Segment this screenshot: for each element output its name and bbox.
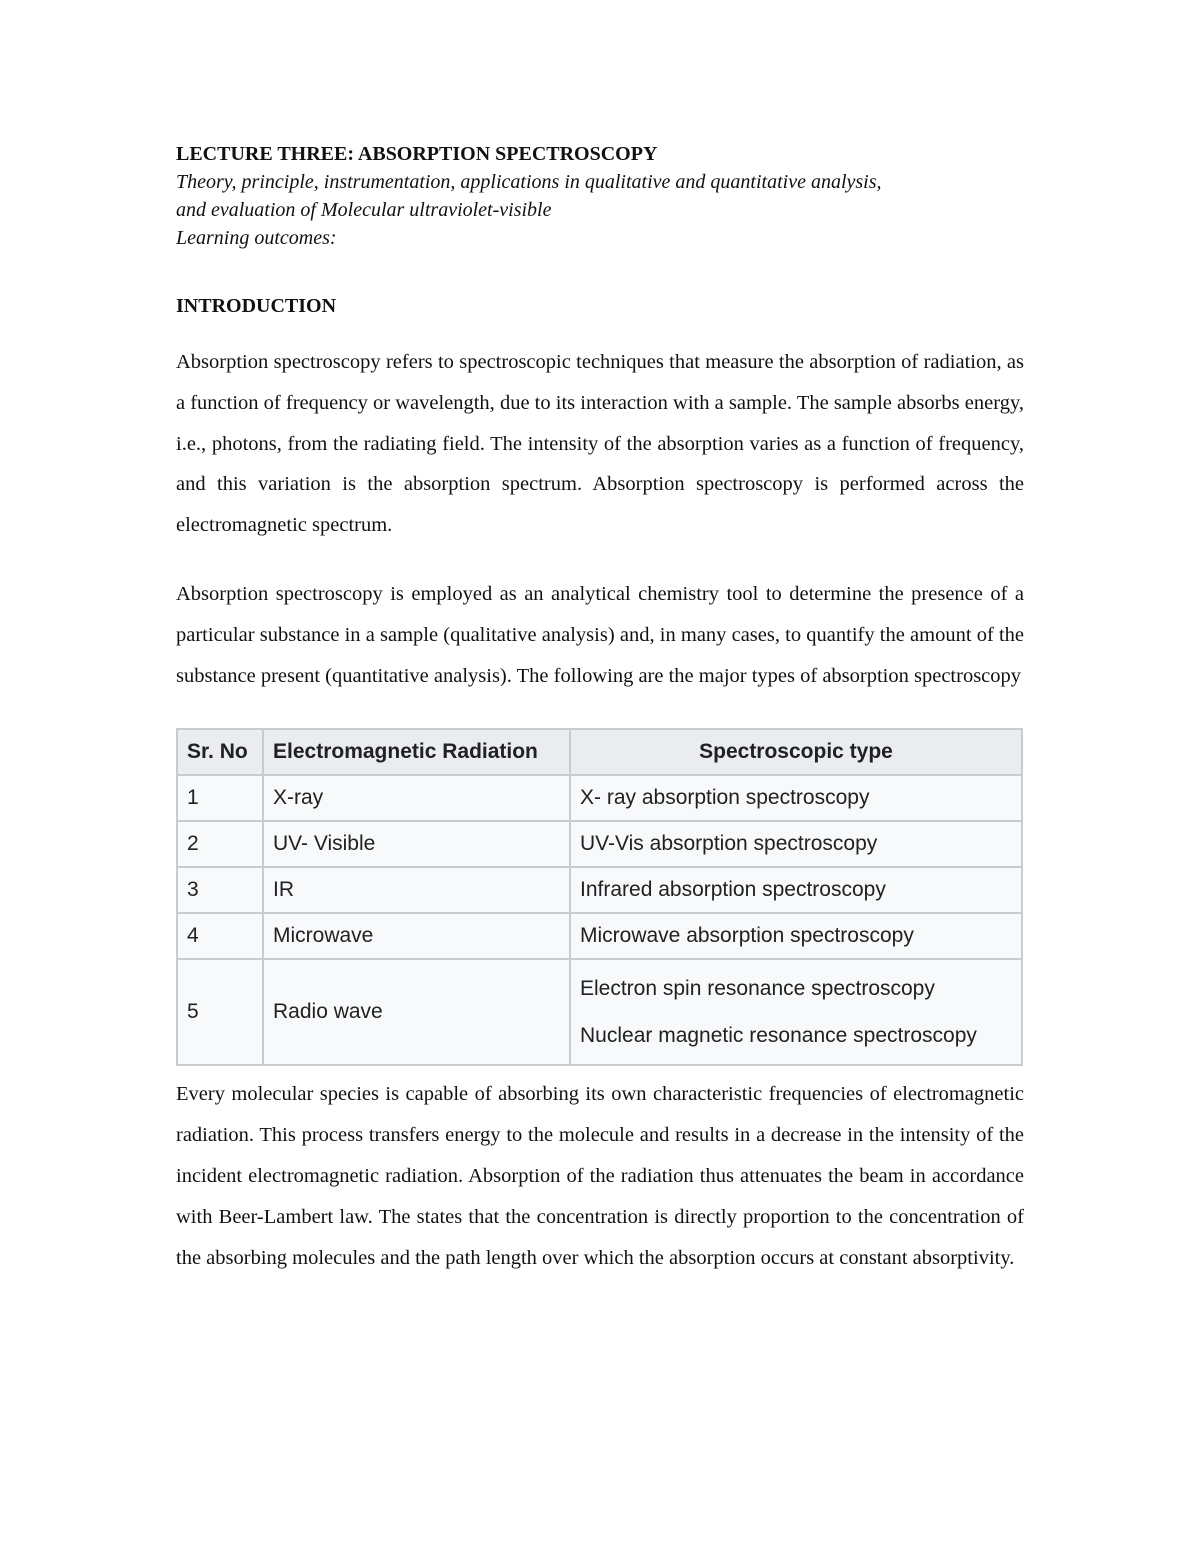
header-sr-no: Sr. No bbox=[177, 729, 263, 775]
cell-type: UV-Vis absorption spectroscopy bbox=[570, 821, 1022, 867]
cell-radiation: UV- Visible bbox=[263, 821, 570, 867]
cell-radiation: IR bbox=[263, 867, 570, 913]
cell-no: 3 bbox=[177, 867, 263, 913]
table-row bbox=[177, 867, 1022, 913]
document-page bbox=[176, 140, 1024, 1278]
paragraph: Every molecular species is capable of absorbing its own characteristic frequencies of electromagnetic radiation. This process transfers energy to the molecule and results in a decrease in the intensity of the incident electromagnetic radiation. Absorption of the radiation thus attenuates the beam in accordance with Beer-Lambert law. The states that the concentration is directly proportion to the concentration of the absorbing molecules and the path length over which the absorption occurs at constant absorptivity. bbox=[176, 1083, 1024, 1269]
header-type: Spectroscopic type bbox=[570, 729, 1022, 775]
cell-radiation: Microwave bbox=[263, 913, 570, 959]
paragraph: Absorption spectroscopy is employed as an analytical chemistry tool to determine the presence of a particular substance in a sample (qualitative analysis) and, in many cases, to quantify the amount of the substance present (quantitative analysis). The following are the major types of absorption spectroscopy bbox=[176, 582, 1024, 687]
intro-heading: INTRODUCTION bbox=[176, 295, 337, 317]
table-row bbox=[177, 959, 1022, 1065]
subtitle-line: and evaluation of Molecular ultraviolet-visible bbox=[176, 199, 552, 221]
paragraph: Absorption spectroscopy refers to spectroscopic techniques that measure the absorption of radiation, as a function of frequency or wavelength, due to its interaction with a sample. The sample absorbs energy, i.e., photons, from the radiating field. The intensity of the absorption varies as a function of frequency, and this variation is the absorption spectrum. Absorption spectroscopy is performed across the electromagnetic spectrum. bbox=[176, 351, 1024, 537]
table-row bbox=[177, 913, 1022, 959]
table-row bbox=[177, 775, 1022, 821]
cell-type: Infrared absorption spectroscopy bbox=[570, 867, 1022, 913]
cell-radiation: X-ray bbox=[263, 775, 570, 821]
cell-no: 1 bbox=[177, 775, 263, 821]
cell-radiation: Radio wave bbox=[263, 959, 570, 1065]
table-header-row bbox=[177, 729, 1022, 775]
subtitle-line: Theory, principle, instrumentation, applications in qualitative and quantitative analysis, bbox=[176, 171, 882, 193]
lecture-title: LECTURE THREE: ABSORPTION SPECTROSCOPY bbox=[176, 143, 658, 165]
table-row bbox=[177, 821, 1022, 867]
spectroscopy-types-table bbox=[176, 728, 1023, 1066]
cell-no: 5 bbox=[177, 959, 263, 1065]
cell-type bbox=[570, 959, 1022, 1065]
cell-type: Microwave absorption spectroscopy bbox=[570, 913, 1022, 959]
learning-outcomes-label: Learning outcomes: bbox=[176, 227, 337, 249]
header-radiation: Electromagnetic Radiation bbox=[263, 729, 570, 775]
cell-no: 2 bbox=[177, 821, 263, 867]
type-line: Electron spin resonance spectroscopy bbox=[580, 977, 935, 1001]
type-line: Nuclear magnetic resonance spectroscopy bbox=[580, 1024, 977, 1048]
cell-type: X- ray absorption spectroscopy bbox=[570, 775, 1022, 821]
cell-no: 4 bbox=[177, 913, 263, 959]
